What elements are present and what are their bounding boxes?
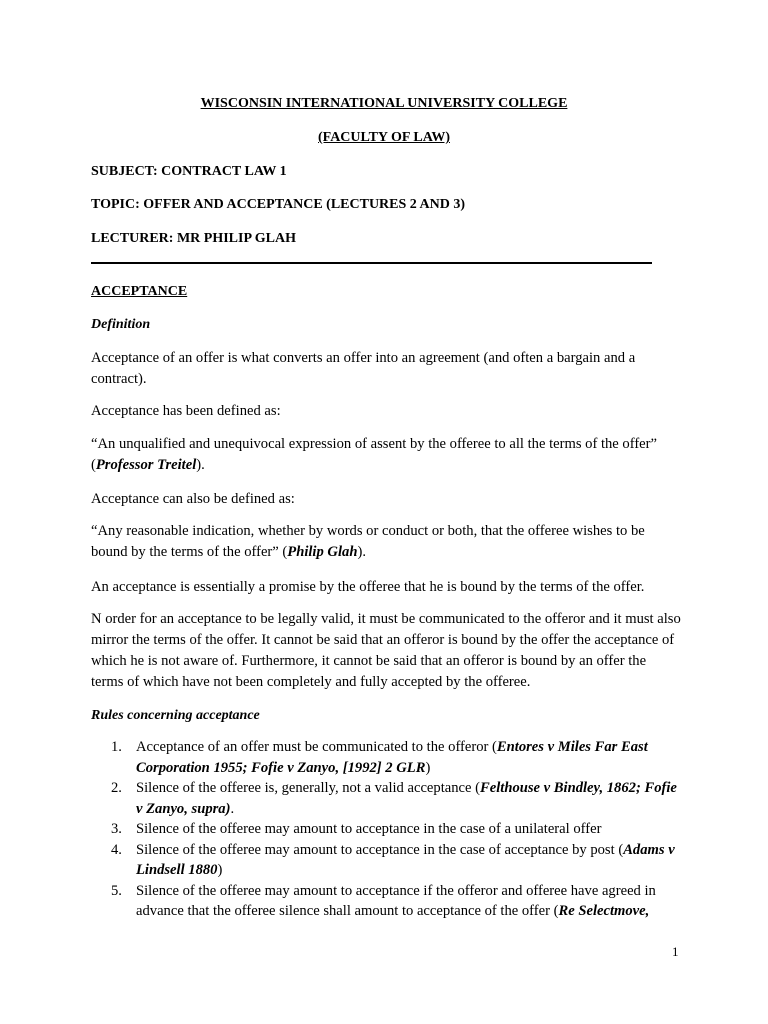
rule-end: ) xyxy=(425,759,431,776)
paragraph-6: An acceptance is essentially a promise by the offeree that he is bound by the terms of the offer. xyxy=(91,579,645,595)
paragraph-1: Acceptance of an offer is what converts an offer into an agreement (and often a bargain and a contract). xyxy=(91,350,636,387)
rules-list xyxy=(91,737,681,922)
page-number: 1 xyxy=(672,944,679,959)
list-number: 2. xyxy=(111,780,122,796)
institution-title: WISCONSIN INTERNATIONAL UNIVERSITY COLLEGE xyxy=(200,96,568,111)
list-item xyxy=(91,840,681,881)
quote-end: ). xyxy=(196,457,205,473)
rule-text: Silence of the offeree is, generally, not a valid acceptance ( xyxy=(136,780,481,796)
paragraph-2: Acceptance has been defined as: xyxy=(91,403,281,419)
rule-citation: Felthouse v Bindley, 1862; Fofie v Zanyo, supra) xyxy=(136,780,677,817)
faculty-title: (FACULTY OF LAW) xyxy=(318,130,450,145)
list-number: 1. xyxy=(111,739,122,755)
rule-end: . xyxy=(230,800,235,817)
list-item xyxy=(91,819,681,840)
topic-line: TOPIC: OFFER AND ACCEPTANCE (LECTURES 2 AND 3) xyxy=(91,197,466,212)
quote-text: “An unqualified and unequivocal expression of assent by the offeree to all the terms of the offer” ( xyxy=(91,436,657,473)
rule-end: ) xyxy=(217,862,223,878)
citation: Professor Treitel xyxy=(95,457,197,473)
lecturer-line: LECTURER: MR PHILIP GLAH xyxy=(91,231,296,246)
paragraph-5 xyxy=(91,521,681,563)
rule-text: Silence of the offeree may amount to acceptance if the offeror and offeree have agreed in advance that the offeree silence shall amount to acceptance of the offer ( xyxy=(136,882,656,919)
list-item xyxy=(91,881,681,922)
list-number: 5. xyxy=(111,882,122,899)
definition-heading: Definition xyxy=(91,317,151,332)
quote-text: “Any reasonable indication, whether by words or conduct or both, that the offeree wishes to be bound by the terms of the offer” ( xyxy=(91,523,645,560)
rule-text: Silence of the offeree may amount to acceptance in the case of acceptance by post ( xyxy=(136,841,624,858)
quote-end: ). xyxy=(357,544,366,560)
rules-heading: Rules concerning acceptance xyxy=(91,708,260,723)
citation: Philip Glah xyxy=(287,544,358,560)
paragraph-7: N order for an acceptance to be legally valid, it must be communicated to the offeror and it must also mirror the terms of the offer. It cannot be said that an offeror is bound by the offer the acceptance of which he is not aware of. Furthermore, it cannot be said that an offeror is bound by an offer the terms of which have not been completely and fully accepted by the offeree. xyxy=(91,611,681,690)
rule-citation: Adams v Lindsell 1880 xyxy=(136,841,675,878)
list-item xyxy=(91,737,681,778)
rule-text: Acceptance of an offer must be communicated to the offeror ( xyxy=(136,739,497,755)
header-divider xyxy=(91,262,652,264)
paragraph-3 xyxy=(91,434,681,476)
list-item xyxy=(91,778,681,819)
list-number: 4. xyxy=(111,841,122,858)
subject-line: SUBJECT: CONTRACT LAW 1 xyxy=(91,164,287,179)
list-number: 3. xyxy=(111,821,122,837)
section-title: ACCEPTANCE xyxy=(91,284,188,299)
rule-citation: Entores v Miles Far East Corporation 1955; Fofie v Zanyo, [1992] 2 GLR xyxy=(136,739,648,776)
rule-citation: Re Selectmove, xyxy=(558,903,650,919)
rule-text: Silence of the offeree may amount to acceptance in the case of a unilateral offer xyxy=(136,821,602,837)
paragraph-4: Acceptance can also be defined as: xyxy=(91,491,295,507)
